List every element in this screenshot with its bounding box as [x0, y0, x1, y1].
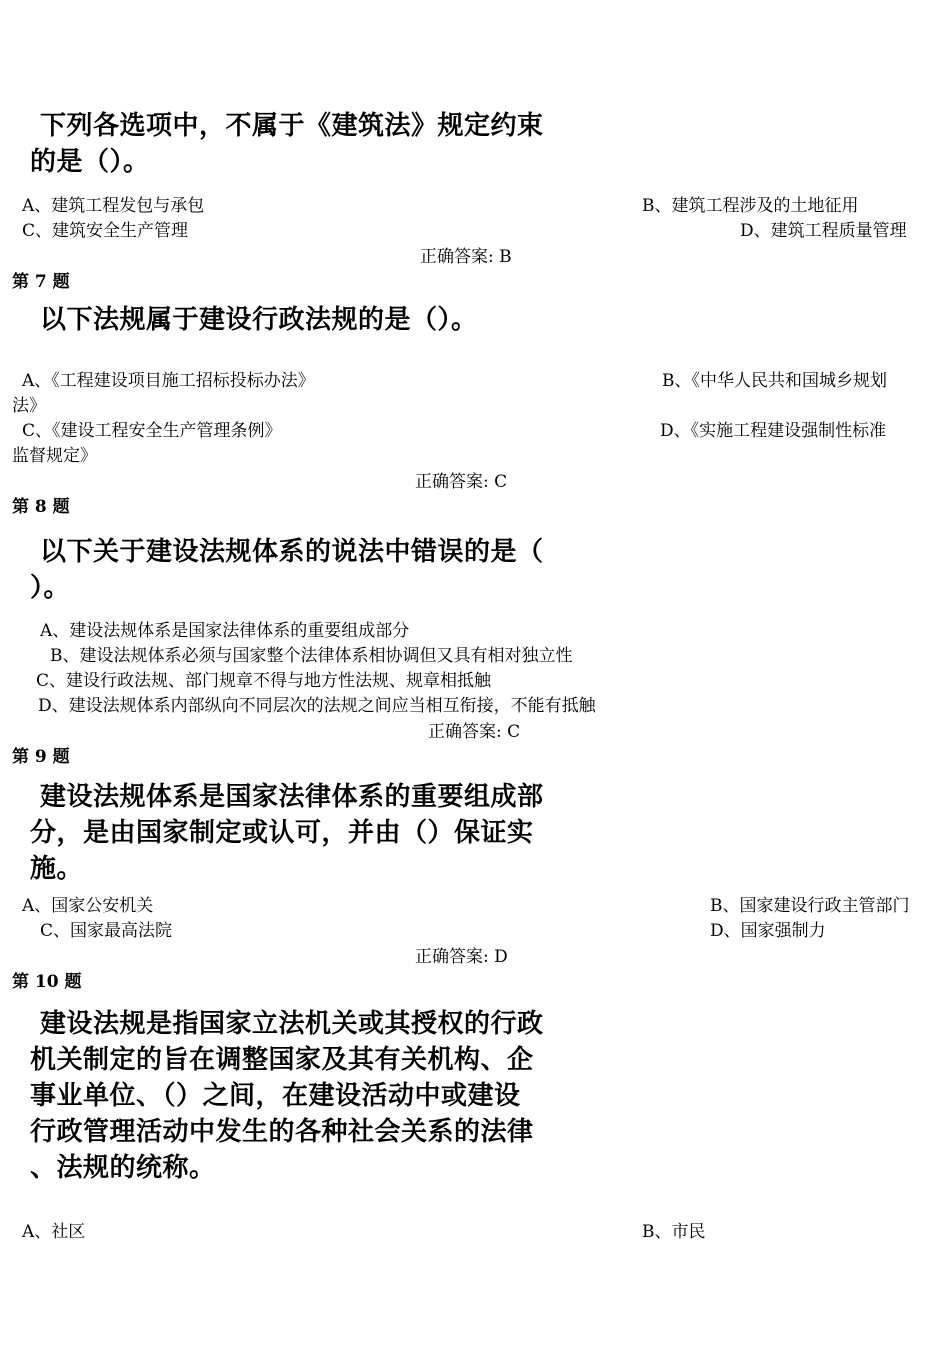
- question-10-stem-line-4: 行政管理活动中发生的各种社会关系的法律: [30, 1117, 534, 1147]
- question-9-header: 第 9 题: [12, 747, 70, 767]
- question-7-option-b-continued: 法》: [12, 396, 46, 416]
- question-9-stem-line-1: 建设法规体系是国家法律体系的重要组成部: [40, 782, 544, 812]
- question-7-option-d-continued: 监督规定》: [12, 446, 97, 466]
- question-9-option-d: D、国家强制力: [710, 921, 826, 941]
- question-9-stem-line-2: 分，是由国家制定或认可，并由（）保证实: [30, 818, 534, 848]
- question-7-option-d: D、《实施工程建设强制性标准: [660, 421, 887, 441]
- question-9-answer: 正确答案: D: [415, 947, 508, 967]
- question-10-header: 第 10 题: [12, 972, 82, 992]
- question-6-option-c: C、建筑安全生产管理: [22, 221, 189, 241]
- question-8-header: 第 8 题: [12, 497, 70, 517]
- question-9-stem-line-3: 施。: [30, 854, 84, 884]
- question-9-option-a: A、国家公安机关: [22, 896, 154, 916]
- question-10-option-a: A、社区: [22, 1222, 86, 1242]
- question-8-option-d: D、建设法规体系内部纵向不同层次的法规之间应当相互衔接，不能有抵触: [38, 696, 596, 716]
- question-7-option-c: C、《建设工程安全生产管理条例》: [22, 421, 282, 441]
- question-6-option-b: B、建筑工程涉及的土地征用: [642, 196, 859, 216]
- question-8-option-b: B、建设法规体系必须与国家整个法律体系相协调但又具有相对独立性: [50, 646, 573, 666]
- question-7-answer: 正确答案: C: [415, 472, 508, 492]
- question-10-stem-line-3: 事业单位、（）之间，在建设活动中或建设: [30, 1081, 521, 1111]
- question-8-option-c: C、建设行政法规、部门规章不得与地方性法规、规章相抵触: [36, 671, 492, 691]
- question-7-option-a: A、《工程建设项目施工招标投标办法》: [22, 371, 315, 391]
- question-8-stem-line-2: ）。: [30, 573, 71, 603]
- question-7-header: 第 7 题: [12, 272, 70, 292]
- question-9-option-c: C、国家最高法院: [40, 921, 173, 941]
- question-6-option-a: A、建筑工程发包与承包: [22, 196, 205, 216]
- question-6-stem-line-1: 下列各选项中，不属于《建筑法》规定约束: [40, 111, 544, 141]
- question-6-option-d: D、建筑工程质量管理: [740, 221, 907, 241]
- question-9-option-b: B、国家建设行政主管部门: [710, 896, 910, 916]
- question-10-stem-line-1: 建设法规是指国家立法机关或其授权的行政: [40, 1009, 544, 1039]
- question-7-stem-line-1: 以下法规属于建设行政法规的是（）。: [40, 305, 478, 335]
- question-10-option-b: B、市民: [642, 1222, 706, 1242]
- question-8-answer: 正确答案: C: [428, 722, 521, 742]
- question-6-answer: 正确答案: B: [420, 247, 512, 267]
- question-8-stem-line-1: 以下关于建设法规体系的说法中错误的是（: [40, 537, 544, 567]
- question-10-stem-line-2: 机关制定的旨在调整国家及其有关机构、企: [30, 1045, 534, 1075]
- question-6-stem-line-2: 的是（）。: [30, 147, 150, 177]
- question-10-stem-line-5: 、法规的统称。: [30, 1153, 216, 1183]
- question-7-option-b: B、《中华人民共和国城乡规划: [662, 371, 887, 391]
- question-8-option-a: A、建设法规体系是国家法律体系的重要组成部分: [40, 621, 410, 641]
